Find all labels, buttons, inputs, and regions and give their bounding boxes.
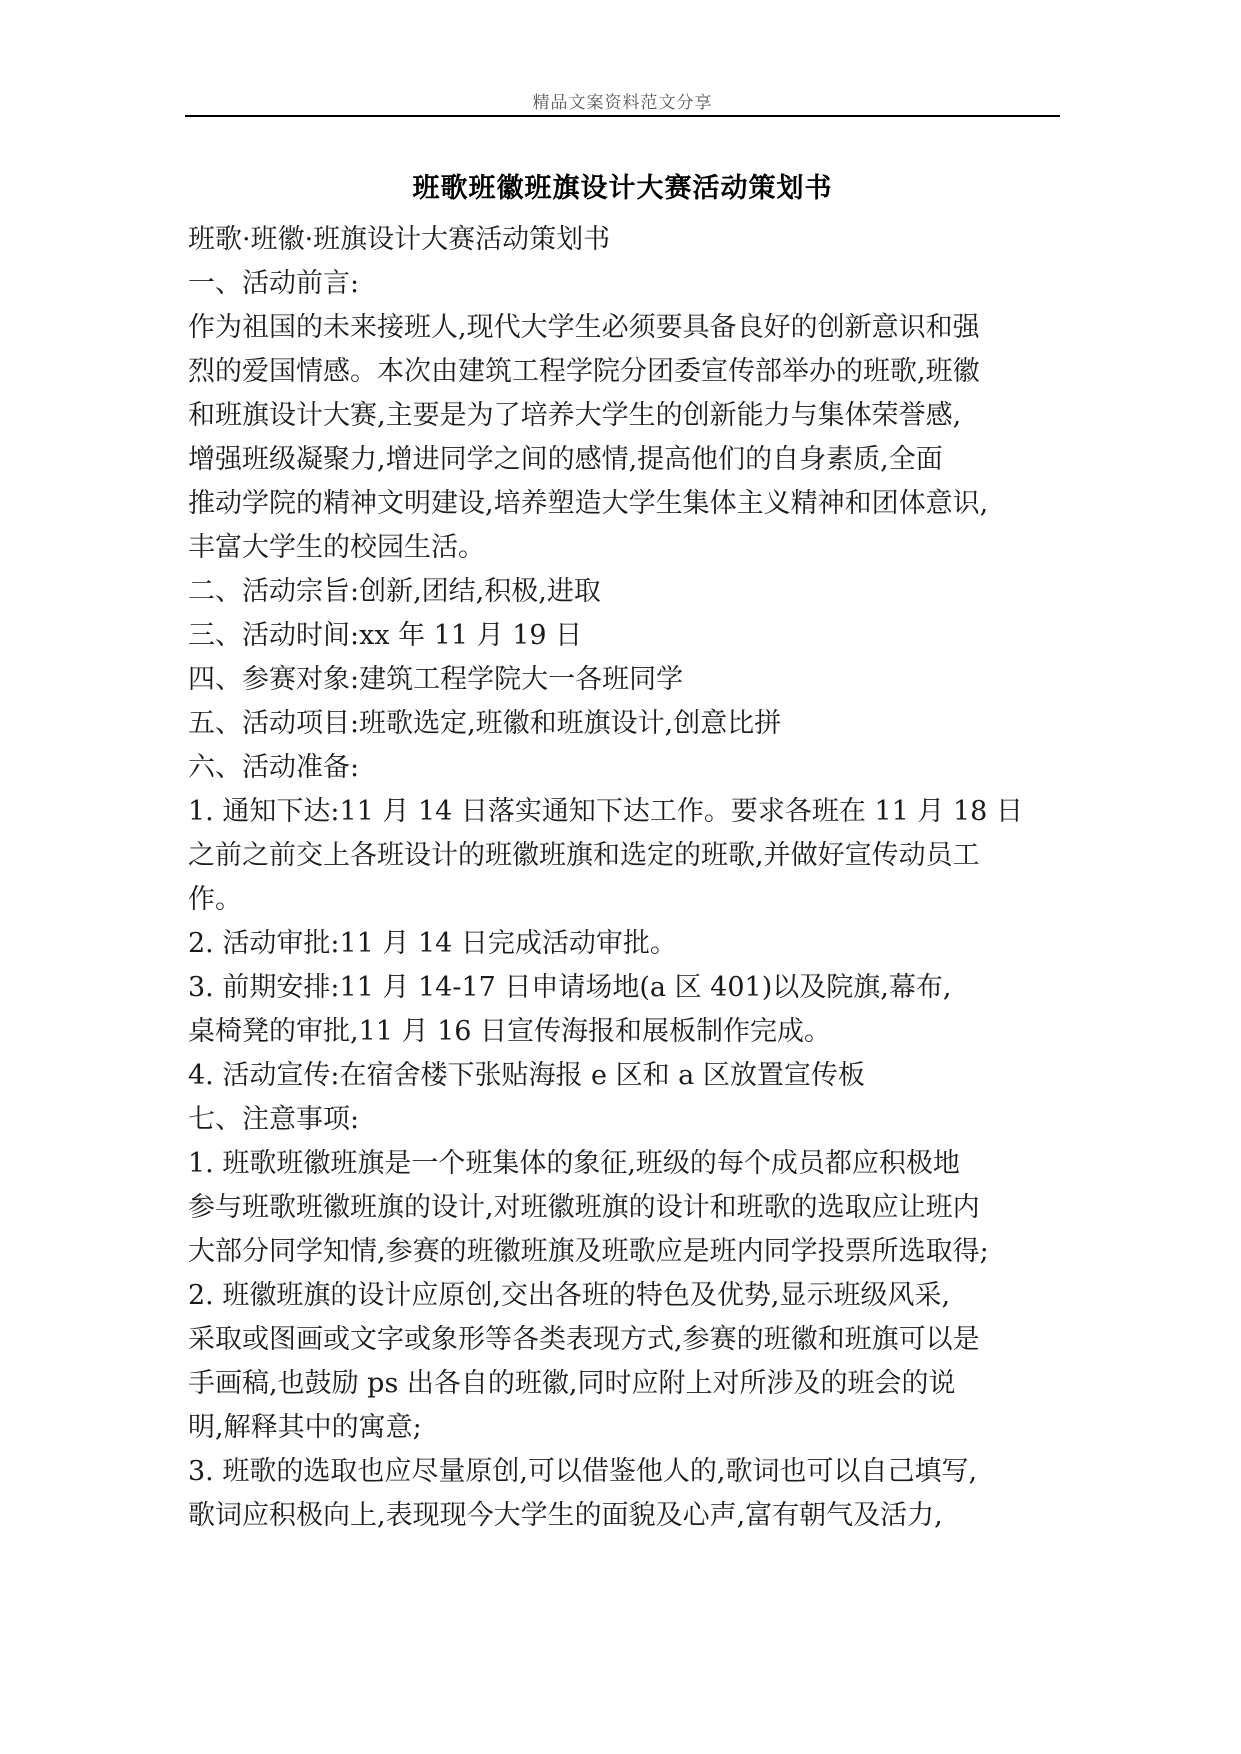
body-line: 手画稿,也鼓励 ps 出各自的班徽,同时应附上对所涉及的班会的说 <box>188 1368 956 1399</box>
body-line: 4. 活动宣传:在宿舍楼下张贴海报 e 区和 a 区放置宣传板 <box>188 1060 865 1091</box>
body-line: 一、活动前言: <box>188 268 360 299</box>
body-line: 作为祖国的未来接班人,现代大学生必须要具备良好的创新意识和强 <box>188 312 980 343</box>
body-line: 推动学院的精神文明建设,培养塑造大学生集体主义精神和团体意识, <box>188 488 989 519</box>
body-line: 四、参赛对象:建筑工程学院大一各班同学 <box>188 664 684 695</box>
running-header: 精品文案资料范文分享 <box>532 93 713 113</box>
document-title: 班歌班徽班旗设计大赛活动策划书 <box>412 173 833 204</box>
body-line: 二、活动宗旨:创新,团结,积极,进取 <box>188 576 601 607</box>
body-line: 丰富大学生的校园生活。 <box>188 532 485 563</box>
body-line: 烈的爱国情感。本次由建筑工程学院分团委宣传部举办的班歌,班徽 <box>188 356 980 387</box>
body-line: 六、活动准备: <box>188 752 360 783</box>
body-line: 五、活动项目:班歌选定,班徽和班旗设计,创意比拼 <box>188 708 782 739</box>
body-line: 桌椅凳的审批,11 月 16 日宣传海报和展板制作完成。 <box>188 1016 832 1047</box>
body-line: 之前之前交上各班设计的班徽班旗和选定的班歌,并做好宣传动员工 <box>188 840 980 871</box>
body-line: 1. 通知下达:11 月 14 日落实通知下达工作。要求各班在 11 月 18 日 <box>188 796 1023 827</box>
body-line: 班歌·班徽·班旗设计大赛活动策划书 <box>188 224 611 255</box>
body-line: 参与班歌班徽班旗的设计,对班徽班旗的设计和班歌的选取应让班内 <box>188 1192 980 1223</box>
body-line: 明,解释其中的寓意; <box>188 1412 422 1443</box>
body-line: 1. 班歌班徽班旗是一个班集体的象征,班级的每个成员都应积极地 <box>188 1148 960 1179</box>
body-line: 作。 <box>188 884 242 915</box>
body-line: 2. 活动审批:11 月 14 日完成活动审批。 <box>188 928 677 959</box>
body-line: 七、注意事项: <box>188 1104 360 1135</box>
document-body <box>188 218 1060 1538</box>
body-line: 采取或图画或文字或象形等各类表现方式,参赛的班徽和班旗可以是 <box>188 1324 980 1355</box>
body-line: 歌词应积极向上,表现现今大学生的面貌及心声,富有朝气及活力, <box>188 1500 943 1531</box>
body-line: 增强班级凝聚力,增进同学之间的感情,提高他们的自身素质,全面 <box>188 444 943 475</box>
body-line: 大部分同学知情,参赛的班徽班旗及班歌应是班内同学投票所选取得; <box>188 1236 989 1267</box>
header-divider <box>185 115 1060 117</box>
body-line: 和班旗设计大赛,主要是为了培养大学生的创新能力与集体荣誉感, <box>188 400 962 431</box>
body-line: 3. 前期安排:11 月 14-17 日申请场地(a 区 401)以及院旗,幕布, <box>188 972 952 1003</box>
body-line: 3. 班歌的选取也应尽量原创,可以借鉴他人的,歌词也可以自己填写, <box>188 1456 978 1487</box>
body-line: 三、活动时间:xx 年 11 月 19 日 <box>188 620 583 651</box>
body-line: 2. 班徽班旗的设计应原创,交出各班的特色及优势,显示班级风采, <box>188 1280 951 1311</box>
